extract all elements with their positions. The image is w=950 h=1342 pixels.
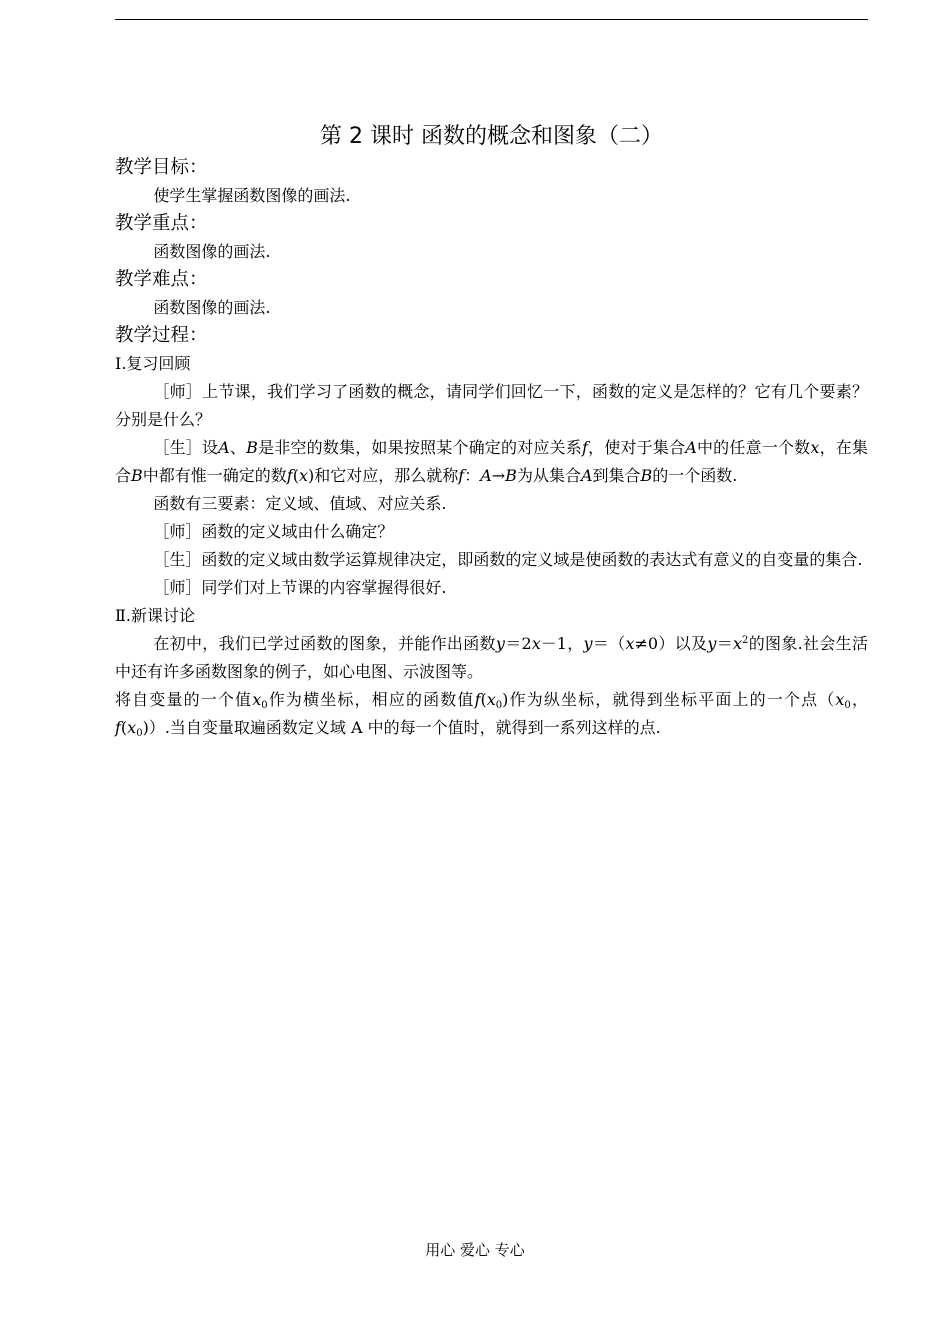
difficulty-text: 函数图像的画法.	[153, 298, 271, 317]
document-body	[115, 120, 868, 742]
three-elements: 函数有三要素：定义域、值域、对应关系.	[153, 494, 447, 513]
section2-heading: Ⅱ.新课讨论	[115, 606, 195, 625]
page-footer: 用心 爱心 专心	[425, 1241, 525, 1259]
key-point-heading: 教学重点：	[115, 213, 208, 234]
objective-text: 使学生掌握函数图像的画法.	[153, 186, 351, 205]
header-rule	[115, 19, 868, 20]
key-point-text: 函数图像的画法.	[153, 242, 271, 261]
new-lesson-intro: 在初中，我们已学过函数的图象，并能作出函数y＝2x－1，y＝（x≠0）以及$y=x^2$的图象.社会生活中还有许多函数图象的例子，如心电图、示波图等。	[115, 634, 868, 681]
student-definition: ［生］设A、B是非空的数集，如果按照某个确定的对应关系f，使对于集合A中的任意一个数x，在集合B中都有惟一确定的数f(x)和它对应，那么就称f：A→B为从集合A到集合B的一个函数.	[115, 438, 868, 485]
teacher-praise: ［师］同学们对上节课的内容掌握得很好.	[153, 578, 447, 597]
student-domain-answer: ［生］函数的定义域由数学运算规律决定，即函数的定义域是使函数的表达式有意义的自变量的集合.	[153, 550, 863, 569]
section1-heading: Ⅰ.复习回顾	[115, 354, 191, 373]
teacher-question: ［师］上节课，我们学习了函数的概念，请同学们回忆一下，函数的定义是怎样的？它有几个要素？分别是什么？	[115, 382, 868, 429]
graph-point-explanation: 将自变量的一个值$x_0$作为横坐标，相应的函数值$f(x_0)$作为纵坐标，就得到坐标平面上的一个点（$x_0$，$f(x_0)$）.当自变量取遍函数定义域 A 中的每一个值时，就得到一系列这样的点.	[115, 690, 868, 739]
objective-heading: 教学目标：	[115, 157, 208, 178]
page-title: 第 2 课时 函数的概念和图象（二）	[320, 124, 663, 149]
difficulty-heading: 教学难点：	[115, 269, 208, 290]
teacher-domain-question: ［师］函数的定义域由什么确定？	[153, 522, 394, 541]
process-heading: 教学过程：	[115, 325, 208, 346]
